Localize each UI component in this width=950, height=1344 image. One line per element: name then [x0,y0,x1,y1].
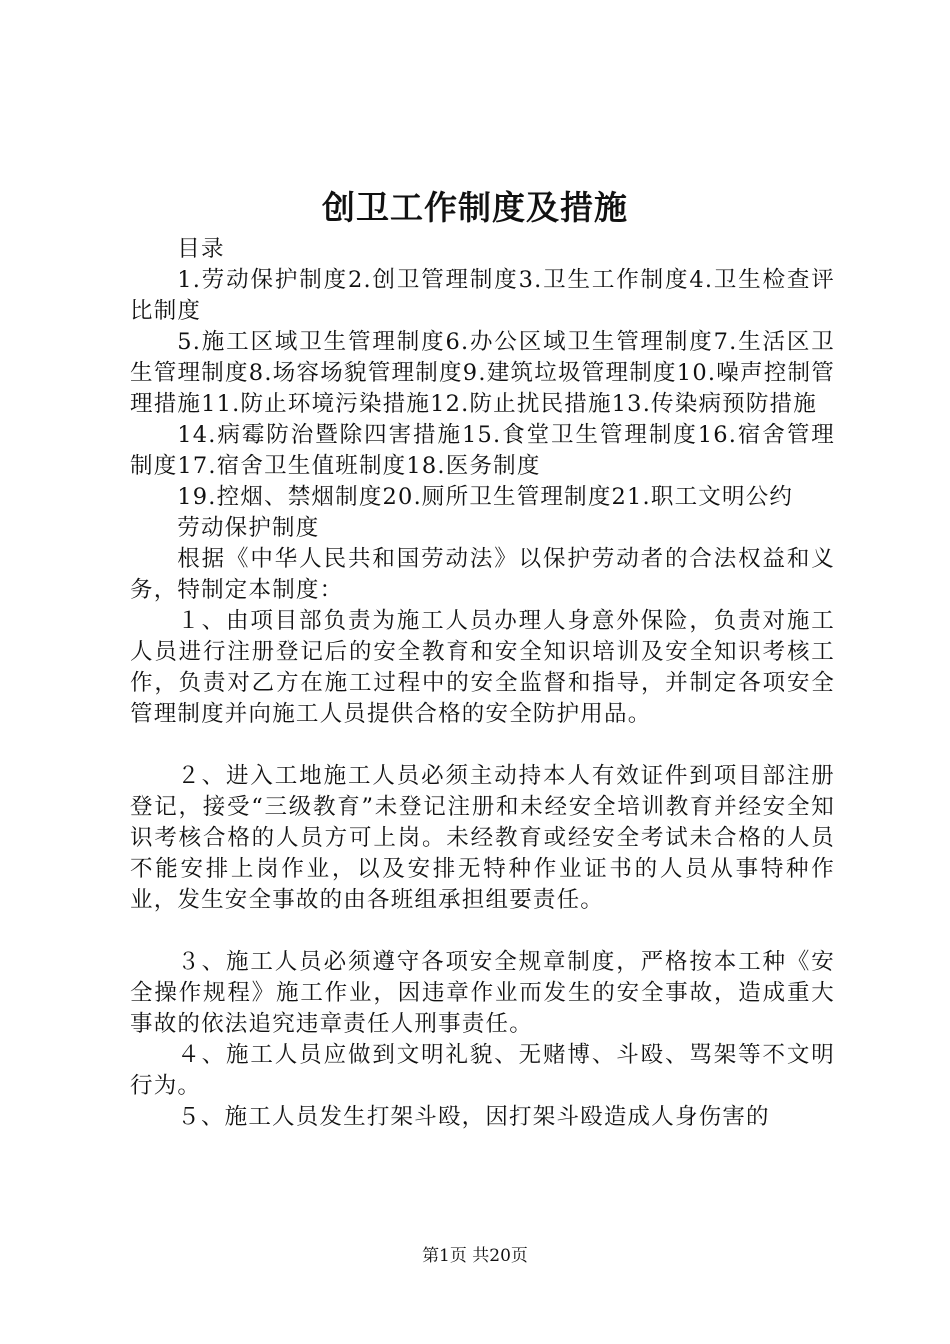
clause-5: ５、施工人员发生打架斗殴，因打架斗殴造成人身伤害的 [177,1104,770,1130]
paragraph-spacer [130,730,835,761]
intro-paragraph: 根据《中华人民共和国劳动法》以保护劳动者的合法权益和义务，特制定本制度： [130,546,835,603]
toc-line-4: 19.控烟、禁烟制度20.厕所卫生管理制度21.职工文明公约 [177,484,794,510]
clause-3: ３、施工人员必须遵守各项安全规章制度，严格按本工种《安全操作规程》施工作业，因违章作业而发生的安全事故，造成重大事故的依法追究违章责任人刑事责任。 [130,949,835,1037]
toc-line-2: 5.施工区域卫生管理制度6.办公区域卫生管理制度7.生活区卫生管理制度8.场容场貌管理制度9.建筑垃圾管理制度10.噪声控制管理措施11.防止环境污染措施12.防止扰民措施13.传染病预防措施 [130,329,835,417]
document-body [130,234,835,1133]
clause-1: １、由项目部负责为施工人员办理人身意外保险，负责对施工人员进行注册登记后的安全教育和安全知识培训及安全知识考核工作，负责对乙方在施工过程中的安全监督和指导，并制定各项安全管理制度并向施工人员提供合格的安全防护用品。 [130,608,835,727]
clause-4: ４、施工人员应做到文明礼貌、无赌博、斗殴、骂架等不文明行为。 [130,1042,835,1099]
clause-2: ２、进入工地施工人员必须主动持本人有效证件到项目部注册登记，接受“三级教育”未登记注册和未经安全培训教育并经安全知识考核合格的人员方可上岗。未经教育或经安全考试未合格的人员不能安排上岗作业，以及安排无特种作业证书的人员从事特种作业，发生安全事故的由各班组承担组要责任。 [130,763,835,913]
toc-heading: 目录 [177,236,225,262]
document-title: 创卫工作制度及措施 [322,188,628,227]
paragraph-spacer [130,916,835,947]
page-footer: 第1页 共20页 [422,1246,528,1266]
toc-line-1: 1.劳动保护制度2.创卫管理制度3.卫生工作制度4.卫生检查评比制度 [130,267,835,324]
toc-line-3: 14.病霉防治暨除四害措施15.食堂卫生管理制度16.宿舍管理制度17.宿舍卫生值班制度18.医务制度 [130,422,835,479]
section-heading: 劳动保护制度 [177,515,320,541]
